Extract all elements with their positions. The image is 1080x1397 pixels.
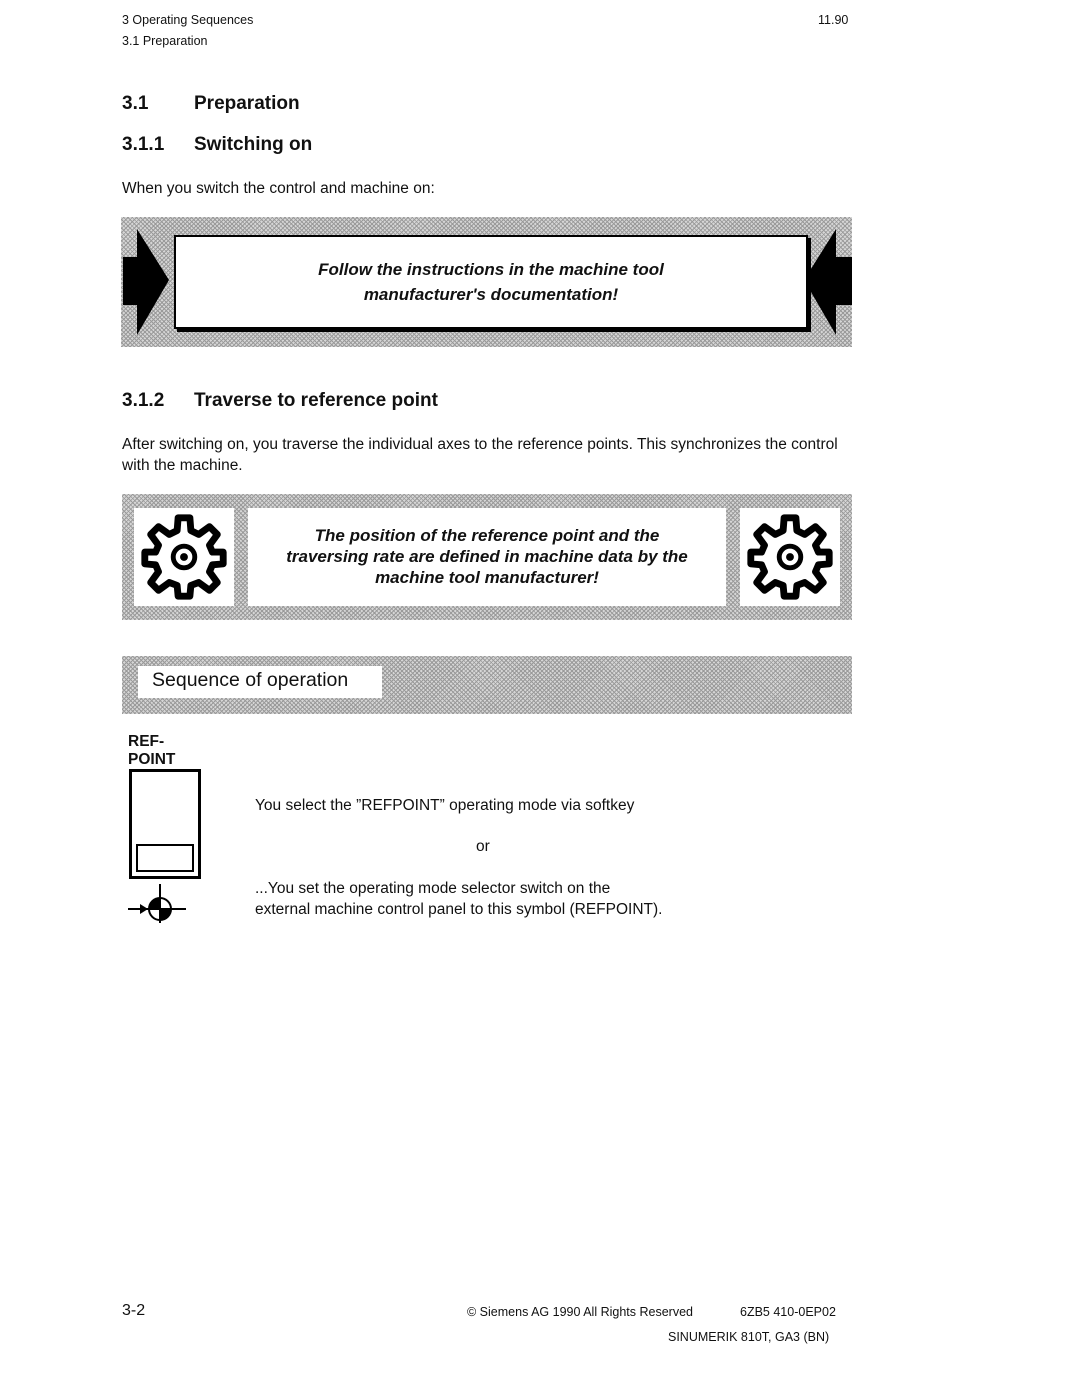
heading-title: Preparation [194,93,300,114]
notice-box-manufacturer [121,217,852,347]
heading-3-1-2 [122,390,438,412]
notice-panel [174,235,808,329]
step-softkey: You select the ”REFPOINT” operating mode via softkey [255,797,635,814]
footer-order-number: 6ZB5 410-0EP02 [740,1305,836,1319]
sequence-banner [122,656,852,714]
notice-line: machine tool manufacturer! [375,568,599,587]
step-selector-switch [255,878,662,920]
gear-panel-right [740,508,840,606]
notice-panel [248,508,726,606]
notice-box-machine-data [122,494,852,620]
heading-number: 3.1.2 [122,390,165,411]
heading-number: 3.1.1 [122,134,165,155]
softkey-indicator [136,844,194,872]
heading-number: 3.1 [122,93,149,114]
notice-line: traversing rate are defined in machine data by the [286,547,688,566]
gear-icon [740,508,840,606]
refpoint-softkey[interactable] [129,769,201,879]
heading-title: Traverse to reference point [194,390,438,411]
notice-line: Follow the instructions in the machine tool [318,260,664,279]
step-or: or [476,838,490,855]
step-line: external machine control panel to this symbol (REFPOINT). [255,901,663,918]
footer-product: SINUMERIK 810T, GA3 (BN) [668,1330,830,1344]
sequence-title: Sequence of operation [152,669,349,691]
heading-3-1 [122,93,300,115]
step-line: ...You set the operating mode selector switch on the [255,880,611,897]
gear-panel-left [134,508,234,606]
switching-on-intro: When you switch the control and machine on: [122,180,435,197]
running-header-chapter: 3 Operating Sequences [122,13,254,27]
softkey-label-line: POINT [128,751,176,768]
sequence-title-box [138,666,382,698]
running-header-section: 3.1 Preparation [122,34,208,48]
traverse-paragraph: After switching on, you traverse the individual axes to the reference points. This synchronizes the control with the machine. [122,436,838,474]
softkey-label-line: REF- [128,733,165,750]
header-date: 11.90 [818,13,849,27]
notice-line: manufacturer's documentation! [363,285,619,304]
heading-title: Switching on [194,134,313,155]
arrow-right-icon [121,223,171,341]
softkey-label [128,733,175,769]
notice-line: The position of the reference point and the [314,526,660,545]
gear-icon [134,508,234,606]
arrow-left-icon [804,223,854,341]
refpoint-icon [126,882,188,924]
heading-3-1-1 [122,134,312,156]
page-number: 3-2 [122,1302,146,1319]
footer-copyright: © Siemens AG 1990 All Rights Reserved [467,1305,693,1319]
